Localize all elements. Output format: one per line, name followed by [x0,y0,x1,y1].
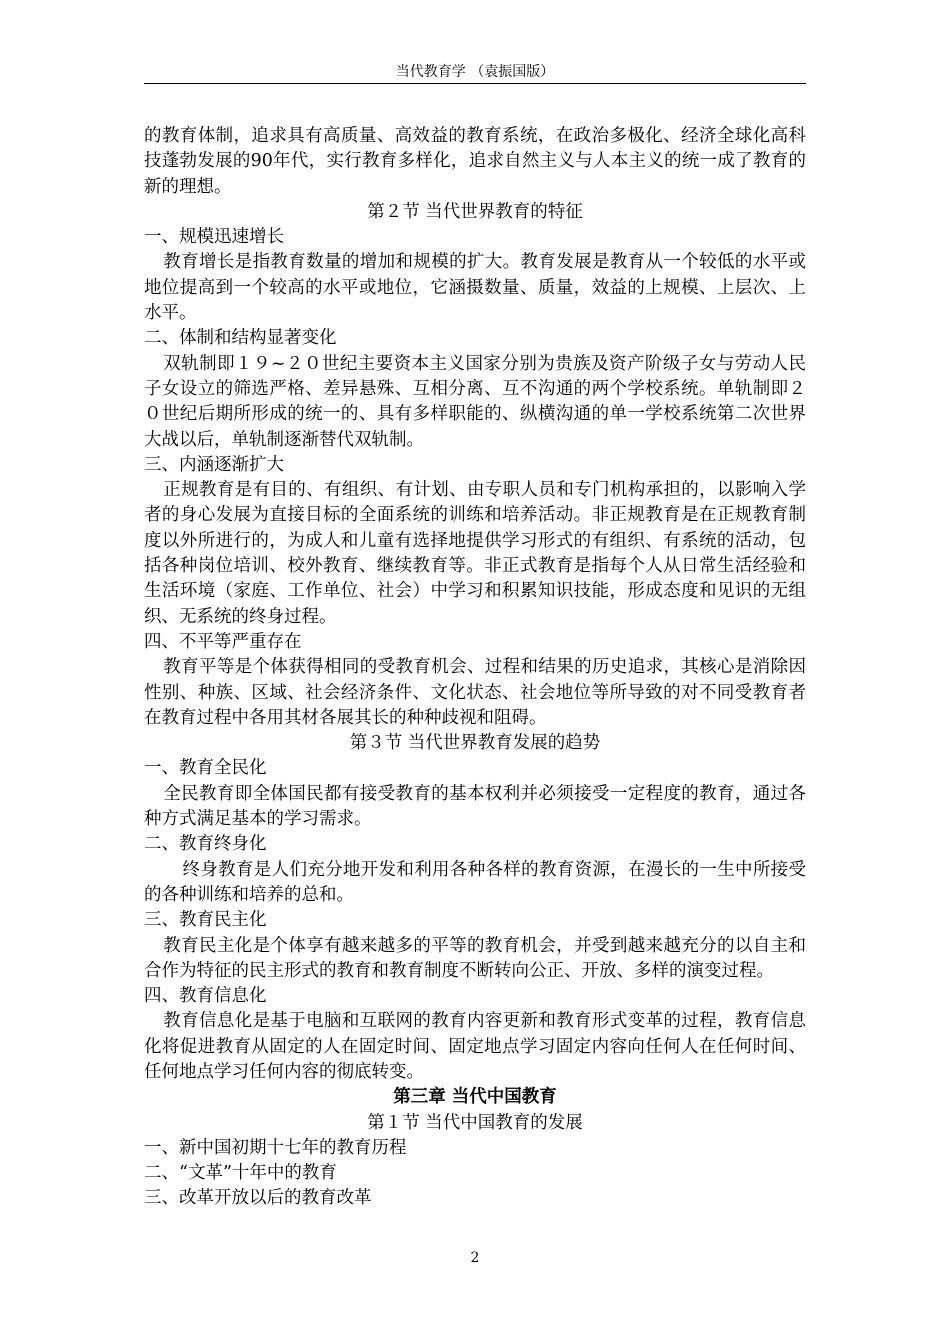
heading-cultural-revolution: 二、“文革”十年中的教育 [144,1163,337,1184]
heading-informatization: 四、教育信息化 [144,986,267,1007]
paragraph-informatization: 教育信息化是基于电脑和互联网的教育内容更新和教育形式变革的过程，教育信息化将促进教育从固定的人在固定时间、固定地点学习固定内容向任何人在任何时间、任何地点学习任何内容的彻底转变。 [144,1011,806,1082]
header-rule [144,83,806,84]
paragraph-connotation: 正规教育是有目的、有组织、有计划、由专职人员和专门机构承担的，以影响入学者的身心发展为直接目标的全面系统的训练和培养活动。非正规教育是在正规教育制度以外所进行的，为成人和儿童有选择地提供学习形式的有组织、有系统的活动，包括各种岗位培训、校外教育、继续教育等。非正式教育是指每个人从日常生活经验和生活环境（家庭、工作单位、社会）中学习和积累知识技能，形成态度和见识的无组织、无系统的终身过程。 [144,480,806,627]
heading-democratization: 三、教育民主化 [144,910,267,931]
paragraph-education-for-all: 全民教育即全体国民都有接受教育的基本权利并必须接受一定程度的教育，通过各种方式满足基本的学习需求。 [144,783,806,830]
section-2-title: 第２节 当代世界教育的特征 [367,201,583,222]
heading-reform-opening: 三、改革开放以后的教育改革 [144,1188,372,1209]
heading-lifelong: 二、教育终身化 [144,834,267,855]
paragraph-democratization: 教育民主化是个体享有越来越多的平等的教育机会，并受到越来越充分的以自主和合作为特征的民主形式的教育和教育制度不断转向公正、开放、多样的演变过程。 [144,935,806,981]
heading-inequality: 四、不平等严重存在 [144,631,302,652]
page-number: 2 [470,1250,480,1266]
paragraph-scale-growth: 教育增长是指教育数量的增加和规模的扩大。教育发展是教育从一个较低的水平或地位提高到一个较高的水平或地位，它涵摄数量、质量，效益的上规模、上层次、上水平。 [144,252,806,324]
document-body [144,124,806,1212]
paragraph-system-structure: 双轨制即１９~２０世纪主要资本主义国家分别为贵族及资产阶级子女与劳动人民子女设立的筛选严格、差异悬殊、互相分离、互不沟通的两个学校系统。单轨制即２０世纪后期所形成的统一的、具有多样职能的、纵横沟通的单一学校系统第二次世界大战以后，单轨制逐渐替代双轨制。 [144,353,806,450]
heading-scale-growth: 一、规模迅速增长 [144,227,284,248]
heading-education-for-all: 一、教育全民化 [144,758,267,779]
heading-early-years: 一、新中国初期十七年的教育历程 [144,1137,407,1158]
paragraph-continued: 的教育体制，追求具有高质量、高效益的教育系统，在政治多极化、经济全球化高科技蓬勃发展的90年代，实行教育多样化，追求自然主义与人本主义的统一成了教育的新的理想。 [144,126,806,197]
section-3-title: 第３节 当代世界教育发展的趋势 [349,733,601,754]
running-header: 当代教育学 （袁振国版） [395,64,555,80]
paragraph-lifelong: 终身教育是人们充分地开发和利用各种各样的教育资源，在漫长的一生中所接受的各种训练和培养的总和。 [144,859,806,905]
chapter-3-title: 第三章 当代中国教育 [393,1087,557,1108]
section-1-title: 第１节 当代中国教育的发展 [367,1112,583,1133]
paragraph-inequality: 教育平等是个体获得相同的受教育机会、过程和结果的历史追求，其核心是消除因性别、种族、区域、社会经济条件、文化状态、社会地位等所导致的对不同受教育者在教育过程中各用其材各展其长的种种歧视和阻碍。 [144,657,806,728]
heading-connotation: 三、内涵逐渐扩大 [144,454,284,475]
heading-system-structure: 二、体制和结构显著变化 [144,328,337,349]
